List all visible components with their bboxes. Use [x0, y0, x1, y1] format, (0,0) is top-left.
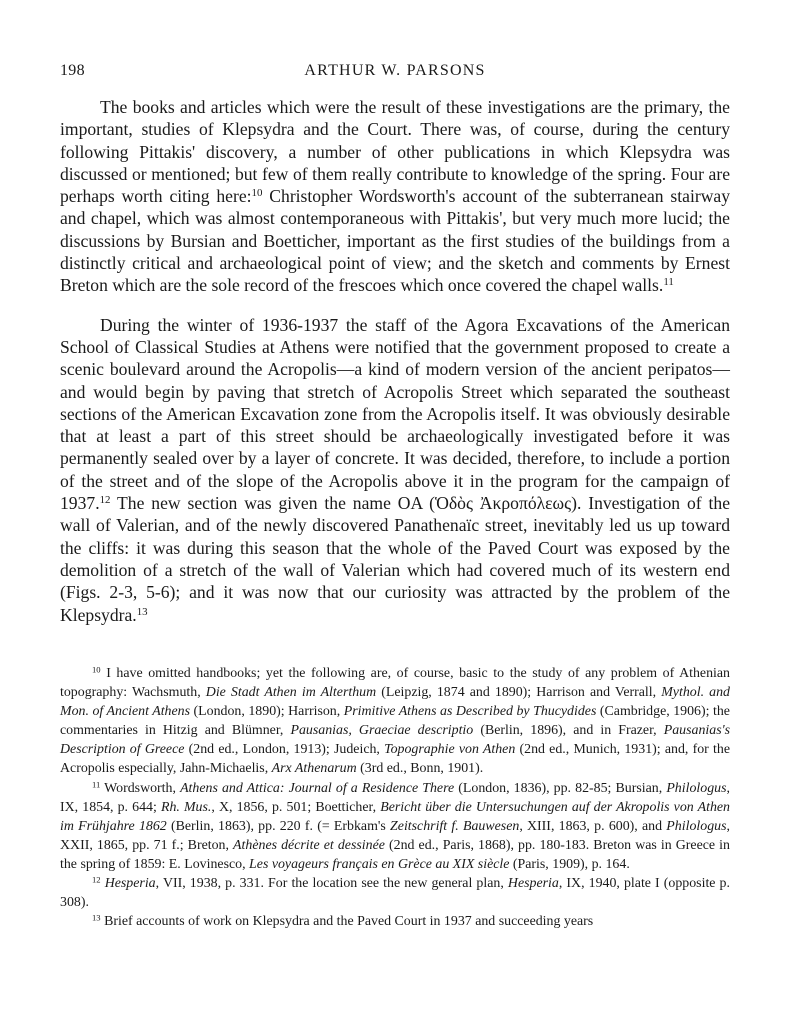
footnote-number: 13	[92, 912, 101, 923]
footnote-text: (2nd ed., London, 1913); Judeich,	[184, 742, 385, 758]
book-title: Arx Athenarum	[271, 761, 357, 777]
footnote-text: (London, 1836), pp. 82-85; Bursian,	[454, 780, 667, 796]
footnote-text: (Paris, 1909), p. 164.	[509, 856, 630, 872]
footnote-text: (Leipzig, 1874 and 1890); Harrison and Verrall,	[376, 685, 662, 701]
book-title: Pausanias, Graeciae descriptio	[290, 723, 474, 739]
footnote-text: , XIII, 1863, p. 600), and	[519, 818, 667, 834]
paragraph-text: The books and articles which were the result of these investigations are the primary, the important, studies of Klepsydra and the Court. There was, of course, during the century following Pittakis' discovery, a number of other publications in which Klepsydra was discussed or mentioned; but few of them really contribute to knowledge of the spring. Four are perhaps worth citing here:	[60, 97, 730, 207]
journal-title: Hesperia	[507, 876, 559, 892]
footnote-text: , X, 1856, p. 501; Boetticher,	[211, 799, 381, 815]
footnotes	[60, 664, 730, 931]
footnote-text: (Berlin, 1863), pp. 220 f. (= Erbkam's	[166, 818, 391, 834]
footnote-text: , IX, 1940, plate I (opposite p. 308).	[60, 876, 730, 911]
book-title: Pausanias's Description of Greece	[60, 723, 730, 758]
footnote-text: (3rd ed., Bonn, 1901).	[356, 761, 484, 777]
footnote-text: , IX, 1854, p. 644;	[60, 780, 730, 815]
book-title: Athens and Attica: Journal of a Residence There	[180, 780, 455, 796]
footnote-text: (Berlin, 1896), and in Frazer,	[473, 723, 664, 739]
journal-title: Zeitschrift f. Bauwesen	[390, 818, 520, 834]
footnote-number: 12	[92, 874, 101, 885]
footnote-text: (Cambridge, 1906); the commentaries in Hitzig and Blümner,	[60, 704, 730, 739]
running-head: ARTHUR W. PARSONS	[304, 62, 486, 79]
footnote-11	[60, 779, 730, 874]
footnote-ref-11: 11	[663, 276, 674, 289]
paragraph-text: Christopher Wordsworth's account of the subterranean stairway and chapel, which was almost contemporaneous with Pittakis', but very much more lucid; the discussions by Bursian and Boetticher, important as the first studies of the buildings from a distinctly critical and archaeological point of view; and the sketch and comments by Ernest Breton which are the sole record of the frescoes which once covered the chapel walls.	[60, 186, 731, 296]
paragraph-2	[60, 314, 730, 626]
book-title: Les voyageurs français en Grèce au XIX siècle	[249, 856, 510, 872]
paragraph-1	[60, 96, 730, 297]
book-title: Die Stadt Athen im Alterthum	[205, 685, 377, 701]
paragraph-text: During the winter of 1936-1937 the staff of the Agora Excavations of the American School of Classical Studies at Athens were notified that the government proposed to create a scenic boulevard around the Acropolis—a kind of modern version of the ancient peripatos—and would begin by paving that stretch of Acropolis Street which separated the southeast sections of the American Excavation zone from the Acropolis itself. It was obviously desirable that at least a part of this street should be archaeologically investigated before it was permanently sealed over by a layer of concrete. It was decided, therefore, to include a portion of the street and of the slope of the Acropolis above it in the program for the campaign of 1937.	[60, 314, 730, 514]
footnote-text: , VII, 1938, p. 331. For the location see the new general plan,	[155, 876, 508, 892]
book-title: Topographie von Athen	[384, 742, 516, 758]
journal-title: Philologus	[666, 780, 727, 796]
journal-title: Philologus	[666, 818, 727, 834]
footnote-text: (London, 1890); Harrison,	[190, 704, 344, 720]
footnote-text: Wordsworth,	[100, 780, 181, 796]
footnote-ref-10: 10	[251, 187, 263, 200]
footnote-ref-12: 12	[99, 494, 111, 507]
page-number: 198	[60, 62, 85, 79]
book-title: Bericht über die Untersuchungen auf der Akropolis von Athen im Frühjahre 1862	[60, 799, 731, 834]
footnote-number: 10	[92, 664, 101, 675]
footnote-13	[60, 912, 730, 931]
footnote-text: , XXII, 1865, pp. 71 f.; Breton,	[60, 818, 730, 853]
footnote-number: 11	[92, 778, 101, 789]
footnote-text: (2nd ed., Munich, 1931); and, for the Acropolis especially, Jahn-Michaelis,	[60, 742, 730, 777]
book-title: Primitive Athens as Described by Thucydides	[343, 704, 597, 720]
page-header	[60, 62, 730, 86]
footnote-10	[60, 664, 730, 779]
footnote-text: Brief accounts of work on Klepsydra and the Paved Court in 1937 and succeeding years	[100, 914, 594, 930]
footnote-text: (2nd ed., Paris, 1868), pp. 180-183. Breton was in Greece in the spring of 1859: E. Lovinesco,	[60, 837, 730, 872]
footnote-ref-13: 13	[136, 605, 148, 618]
paragraph-text: The new section was given the name OA (Ὁδὸς Ἀκροπόλεως). Investigation of the wall of Valerian, and of the newly discovered Panathenaïc street, inevitably led us up toward the cliffs: it was during this season that the whole of the Paved Court was exposed by the demolition of a stretch of the wall of Valerian which had covered much of its western end (Figs. 2-3, 5-6); and it was now that our curiosity was attracted by the problem of the Klepsydra.	[60, 493, 730, 625]
book-title: Mythol. and Mon. of Ancient Athens	[60, 685, 730, 720]
footnote-12	[60, 874, 730, 912]
journal-title: Hesperia	[104, 876, 156, 892]
footnote-text: I have omitted handbooks; yet the following are, of course, basic to the study of any problem of Athenian topography: Wachsmuth,	[60, 666, 730, 701]
body-text	[60, 96, 730, 626]
journal-title: Rh. Mus.	[160, 799, 212, 815]
book-title: Athènes décrite et dessinée	[233, 837, 385, 853]
